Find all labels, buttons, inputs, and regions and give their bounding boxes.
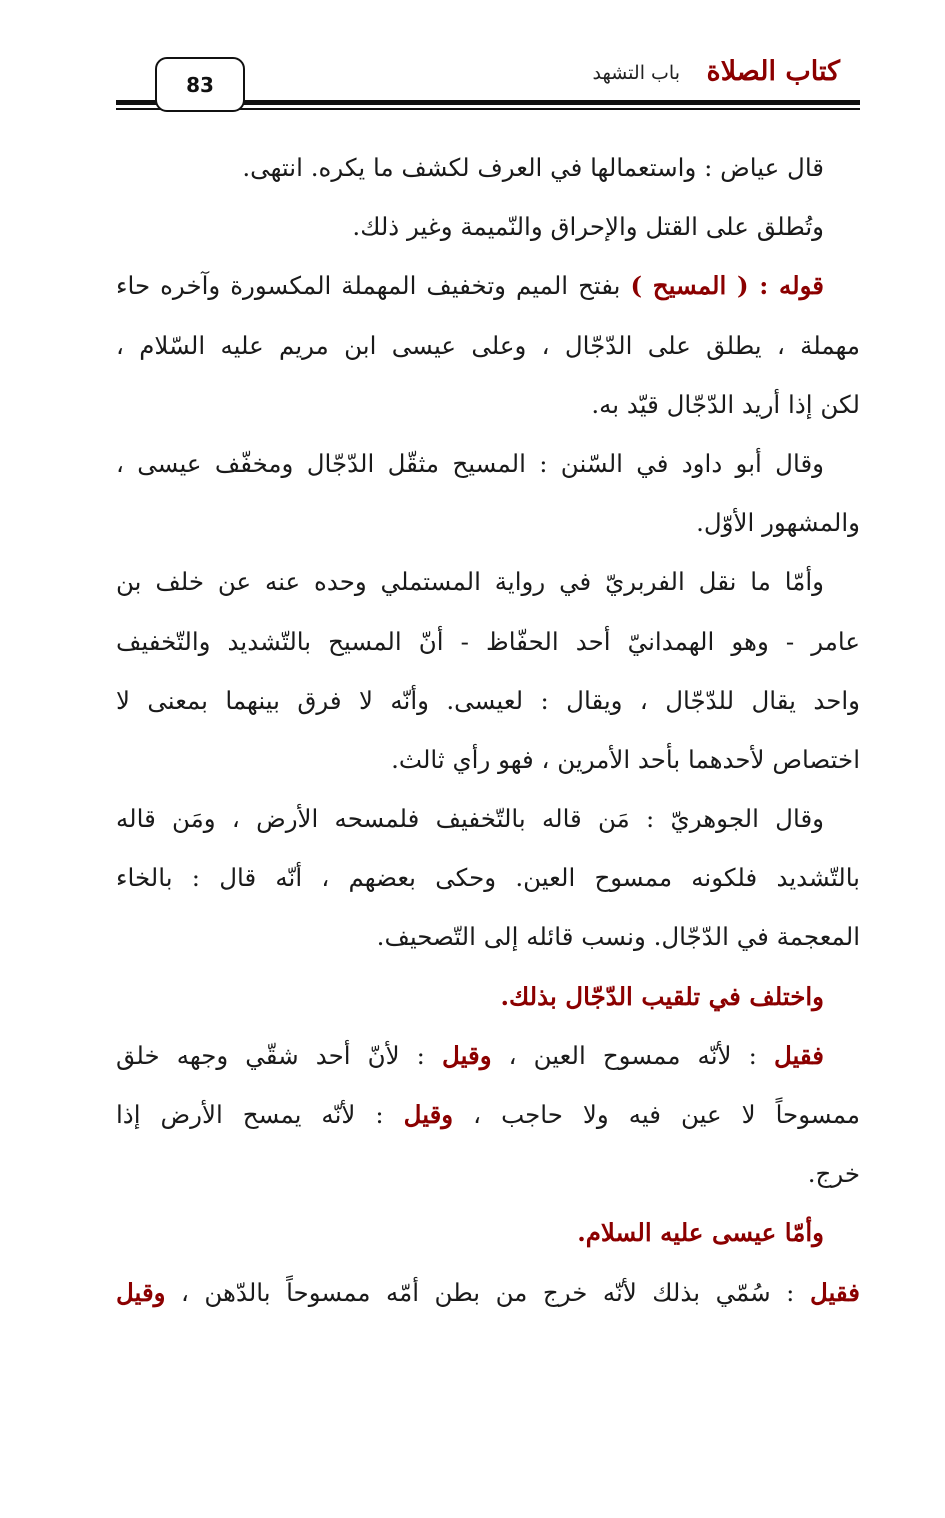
text-line: وقال الجوهريّ : مَن قاله بالتّخفيف فلمسحه الأرض ، ومَن قاله (116, 804, 824, 834)
text-line: بالتّشديد فلكونه ممسوح العين. وحكى بعضهم ، أنّه قال : بالخاء (116, 863, 860, 893)
text-span: : سُمّي بذلك لأنّه خرج من بطن أمّه ممسوحاً بالدّهن ، (165, 1277, 810, 1307)
keyword-faqil: فقيل (773, 1040, 824, 1070)
book-title: كتاب الصلاة (706, 56, 840, 87)
page-number: 83 (186, 72, 214, 97)
text-line: مهملة ، يطلق على الدّجّال ، وعلى عيسى ابن مريم عليه السّلام ، (116, 330, 860, 360)
text-span: : لأنّه ممسوح العين ، (491, 1040, 774, 1070)
section-heading: واختلف في تلقيب الدّجّال بذلك. (500, 981, 824, 1011)
keyword-waqil: وقيل (116, 1277, 166, 1307)
text-line: عامر - وهو الهمدانيّ أحد الحفّاظ - أنّ المسيح بالتّشديد والتّخفيف (116, 626, 860, 656)
text-line: خرج. (807, 1159, 860, 1189)
keyword-waqil: وقيل (403, 1100, 454, 1129)
text-line: اختصاص لأحدهما بأحد الأمرين ، فهو رأي ثالث. (391, 744, 860, 774)
page-number-box (155, 57, 245, 112)
text-span: ممسوحاً لا عين فيه ولا حاجب ، (453, 1100, 860, 1129)
text-line (116, 256, 860, 315)
text-line: قال عياض : واستعمالها في العرف لكشف ما يكره. انتهى. (242, 153, 824, 182)
text-line: وقال أبو داود في السّنن : المسيح مثقّل الدّجّال ومخفّف عيسى ، (116, 448, 824, 478)
text-line: وتُطلق على القتل والإحراق والنّميمة وغير ذلك. (352, 212, 824, 242)
text-line: لكن إذا أريد الدّجّال قيّد به. (591, 389, 860, 419)
page-header (0, 0, 945, 120)
keyword-waqil: وقيل (442, 1040, 492, 1070)
text-line: المعجمة في الدّجّال. ونسب قائله إلى التّصحيف. (376, 922, 860, 952)
text-line (116, 1026, 860, 1085)
text-span: بفتح الميم وتخفيف المهملة المكسورة وآخره حاء (116, 271, 631, 301)
keyword-faqil: فقيل (809, 1277, 860, 1307)
text-line: والمشهور الأوّل. (696, 508, 860, 538)
text-line: وأمّا ما نقل الفربريّ في رواية المستملي وحده عنه عن خلف بن (116, 567, 824, 597)
text-line (116, 1263, 860, 1322)
section-heading: وأمّا عيسى عليه السلام. (577, 1218, 824, 1248)
page-body (116, 138, 860, 1322)
commentary-lemma: قوله : ( المسيح ) (630, 271, 824, 301)
text-span: : لأنّ أحد شقّي وجهه خلق (116, 1040, 443, 1070)
text-span: : لأنّه يمسح الأرض إذا (116, 1100, 404, 1129)
text-line: واحد يقال للدّجّال ، ويقال : لعيسى. وأنّه لا فرق بينهما بمعنى لا (116, 685, 860, 715)
chapter-title: باب التشهد (592, 62, 680, 84)
text-line (116, 1085, 860, 1144)
